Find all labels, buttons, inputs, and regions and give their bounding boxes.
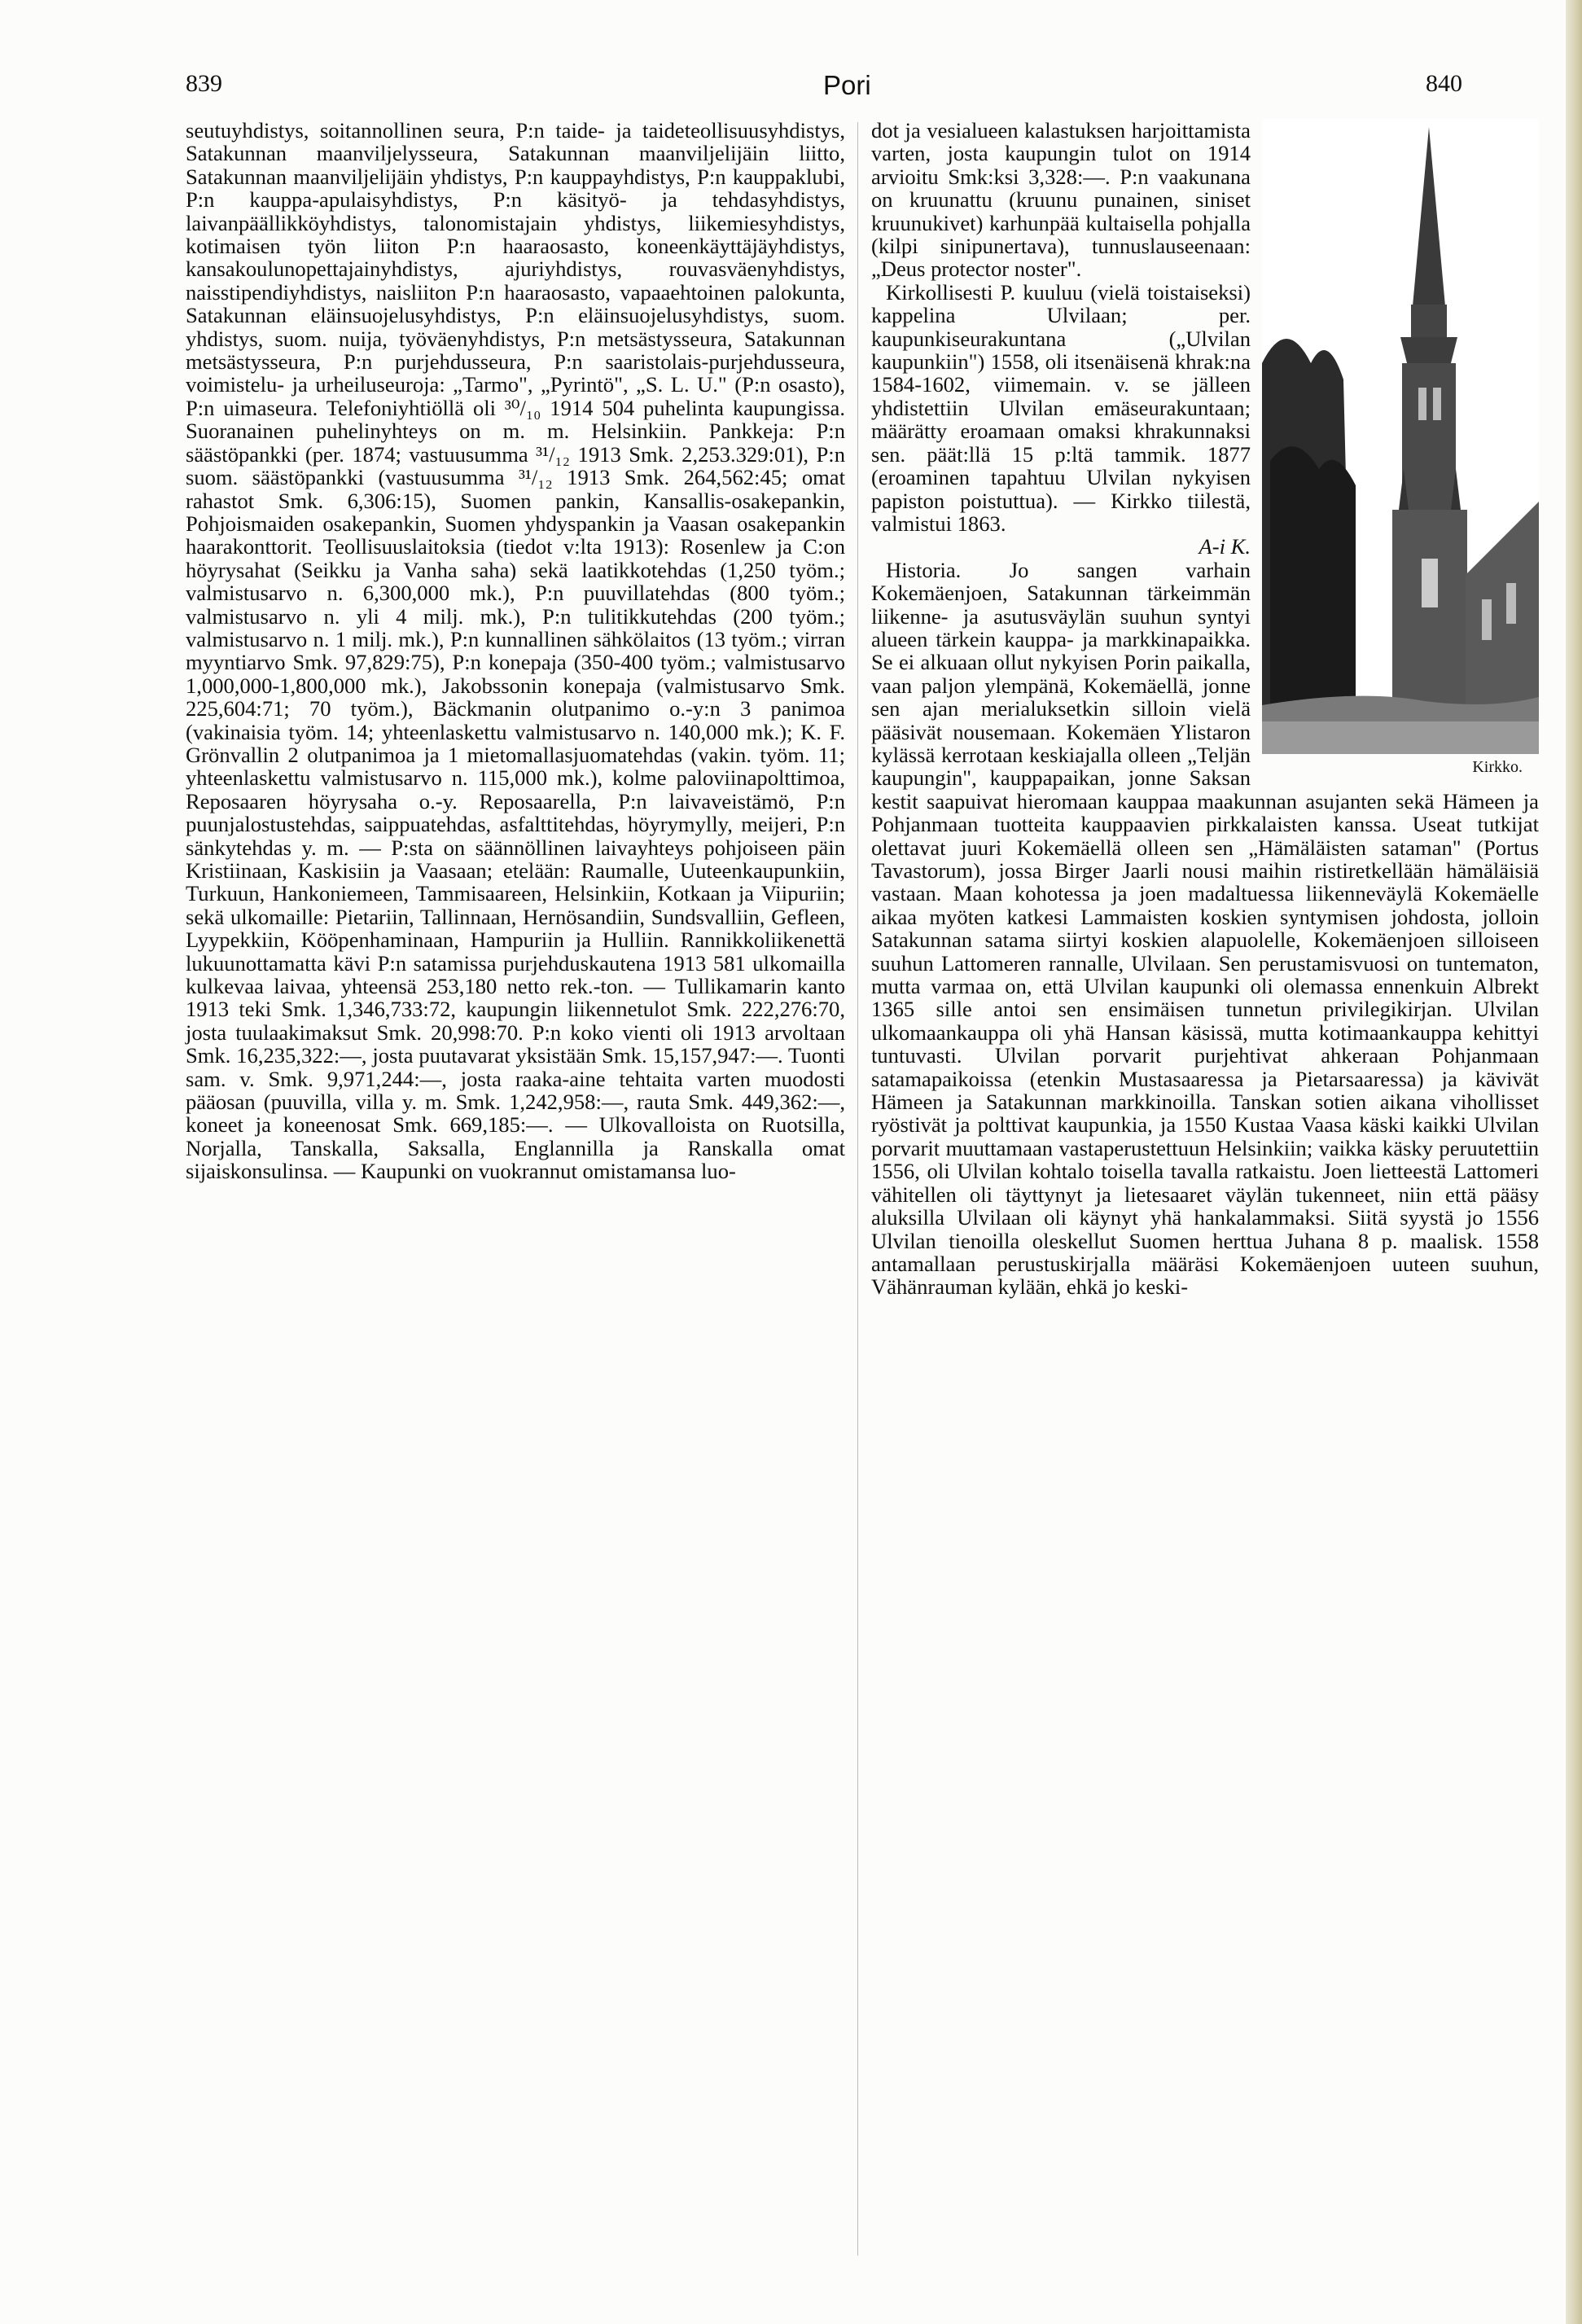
column-divider — [857, 122, 858, 2256]
church-figure — [1262, 119, 1539, 776]
right-page-number: 840 — [1426, 70, 1462, 97]
figure-caption: Kirkko. — [1472, 758, 1523, 776]
church-photo — [1262, 119, 1539, 754]
right-column — [871, 119, 1539, 1299]
church-paragraph: Kirkollisesti P. kuuluu (vielä toistaiseksi) kappelina Ulvilaan; per. kaupunkiseurakuntana („Ulvilan kaupunkiin") 1558, oli itsenäisenä khrak:na 1584-1602, viimemain. v. se jälleen yhdistettiin Ulvilan emäseurakuntaan; määrätty eroamaan omaksi khrakunnaksi sen. päät:llä 15 p:ltä tammik. 1877 (eroaminen tapahtuu Ulvilan nykyisen papiston poistuttua). — Kirkko tiilestä, valmistui 1863. — [871, 279, 1251, 536]
running-title: Pori — [823, 70, 871, 100]
signature: A-i K. — [1199, 534, 1251, 559]
left-column — [186, 119, 845, 1183]
right-intro-text: dot ja vesialueen kalastuksen harjoittamista varten, josta kaupungin tulot on 1914 arvioitu Smk:ksi 3,328:—. P:n vaakunana on kruunattu (kruunu punainen, siniset kruunukivet) karhunpää kultaisella pohjalla (kilpi sinipunertava), tunnuslauseenaan: „Deus protector noster". — [871, 118, 1251, 282]
page-edge — [1566, 0, 1582, 2324]
history-paragraph: Historia. Jo sangen varhain Kokemäenjoen, Satakunnan tärkeimmän liikenne- ja asutusväylän suuhun syntyi alueen tärkein kauppa- ja markkinapaikka. Se ei alkuaan ollut nykyisen Porin paikalla, vaan paljon ylempänä, Kokemäellä, jonne sen ajan merialuksetkin silloin vielä pääsivät nousemaan. Kokemäen Ylistaron kylässä kerrotaan keskiajalla olleen „Teljän kaupungin", kauppapaikan, jonne Saksan kestit saapuivat hieromaan kauppaa maakunnan asujanten sekä Hämeen ja Pohjanmaan tuotteita kauppaavien pirkkalaisten kanssa. Useat tutkijat olettavat juuri Kokemäellä olleen sen „Hämäläisten sataman" (Portus Tavastorum), jossa Birger Jaarli nousi maihin ristiretkellään hämäläisiä vastaan. Maan kohotessa ja joen madaltuessa liikenneväylä Kokemäelle aikaa myöten katkesi Lammaisten koskien syntymisen johdosta, jolloin Satakunnan satama siirtyi koskien alapuolelle, Kokemäenjoen silloiseen suuhun Lattomeren rannalle, Ulvilaan. Sen perustamisvuosi on tuntematon, mutta varmaa on, että Ulvilan kaupunki oli olemassa ennenkuin Albrekt 1365 sille antoi sen ensimäisen tunnetun privilegikirjan. Ulvilan ulkomaankauppa oli yhä Hansan käsissä, mutta kotimaankauppa kehittyi tuntuvasti. Ulvilan porvarit purjehtivat ahkeraan Pohjanmaan satamapaikoissa (etenkin Mustasaaressa ja Pietarsaaressa) ja kävivät Hämeen ja Satakunnan markkinoilla. Tanskan sotien aikana vihollisset ryöstivät ja polttivat kaupunkia, ja 1550 Kustaa Vaasa käski kaikki Ulvilan porvarit muuttamaan vastaperustettuun Helsinkiin; vaikka käsky peruutettiin 1556, oli Ulvilan kohtalo toisella tavalla ratkaistu. Joen lietteestä Lattomeri vähitellen oli täyttynyt ja lietesaaret väylän tukenneet, niin että pääsy aluksilla Ulvilaan oli käynyt yhä hankalammaksi. Siitä syystä jo 1556 Ulvilan tienoilla oleskellut Suomen herttua Juhana 8 p. maalisk. 1558 antamallaan perustuskirjalla määräsi Kokemäenjoen uuteen suuhun, Vähänrauman kylään, ehkä jo keski- — [871, 557, 1539, 1300]
left-column-text: seutuyhdistys, soitannollinen seura, P:n taide- ja taideteollisuusyhdistys, Satakunnan maanviljelysseura, Satakunnan maanviljelijäin liitto, Satakunnan maanviljelijäin yhdistys, P:n kauppayhdistys, P:n kauppaklubi, P:n kauppa-apulaisyhdistys, P:n käsityö- ja tehdasyhdistys, laivanpäällikköyhdistys, talonomistajain yhdistys, liikemiesyhdistys, kotimaisen työn liiton P:n haaraosasto, koneenkäyttäjäyhdistys, kansakoulunopettajainyhdistys, ajuriyhdistys, rouvasväenyhdistys, naisstipendiyhdistys, naisliiton P:n haaraosasto, vapaaehtoinen palokunta, Satakunnan eläinsuojelusyhdistys, P:n eläinsuojelusyhdistys, suom. yhdistys, suom. nuija, työväenyhdistys, P:n metsästysseura, Satakunnan metsästysseura, P:n purjehdusseura, P:n saaristolais-purjehdusseura, voimistelu- ja urheiluseuroja: „Tarmo", „Pyrintö", „S. L. U." (P:n osasto), P:n uimaseura. Telefoniyhtiöllä oli ³⁰/₁₀ 1914 504 puhelinta kaupungissa. Suoranainen puhelinyhteys on m. m. Helsinkiin. Pankkeja: P:n säästöpankki (per. 1874; vastuusumma ³¹/₁₂ 1913 Smk. 2,253.329:01), P:n suom. säästöpankki (vastuusumma ³¹/₁₂ 1913 Smk. 264,562:45; omat rahastot Smk. 6,306:15), Suomen pankin, Kansallis-osakepankin, Pohjoismaiden osakepankin, Suomen yhdyspankin ja Vaasan osakepankin haarakonttorit. Teollisuuslaitoksia (tiedot v:lta 1913): Rosenlew ja C:on höyrysahat (Seikku ja Vanha saha) sekä laatikkotehdas (1,250 työm.; valmistusarvo n. 6,300,000 mk.), P:n puuvillatehdas (800 työm.; valmistusarvo n. yli 4 milj. mk.), P:n tulitikkutehdas (200 työm.; valmistusarvo n. 1 milj. mk.), P:n kunnallinen sähkölaitos (13 työm.; virran myyntiarvo Smk. 97,829:75), P:n konepaja (350-400 työm.; valmistusarvo 1,000,000-1,800,000 mk.), Jakobssonin konepaja (valmistusarvo Smk. 225,604:71; 70 työm.), Bäckmanin olutpanimo o.-y:n 3 panimoa (vakinaisia työm. 14; yhteenlaskettu valmistusarvo n. 140,000 mk.); K. F. Grönvallin 2 olutpanimoa ja 1 mietomallasjuomatehdas (vakin. työm. 11; yhteenlaskettu valmistusarvo n. 115,000 mk.), kolme paloviinapolttimoa, Reposaaren höyrysaha o.-y. Reposaarella, P:n laivaveistämö, P:n puunjalostustehdas, saippuatehdas, asfalttitehdas, höyrymylly, meijeri, P:n sänkytehdas y. m. — P:sta on säännöllinen laivayhteys pohjoiseen päin Kristiinaan, Kaskisiin ja Vaasaan; etelään: Raumalle, Uuteenkaupunkiin, Turkuun, Hankoniemeen, Tammisaareen, Helsinkiin, Kotkaan ja Viipuriin; sekä ulkomaille: Pietariin, Tallinnaan, Hernösandiin, Sundsvalliin, Gefleen, Lyypekkiin, Kööpenhaminaan, Hampuriin ja Hulliin. Rannikkoliikenettä lukuunottamatta kävi P:n satamissa purjehduskautena 1913 581 ulkomailla kulkevaa laivaa, yhteensä 253,180 netto rek.-ton. — Tullikamarin kanto 1913 teki Smk. 1,346,733:72, kaupungin liikennetulot Smk. 222,276:70, josta tuulaakimaksut Smk. 20,998:70. P:n koko vienti oli 1913 arvoltaan Smk. 16,235,322:—, josta puutavarat yksistään Smk. 15,157,947:—. Tuonti sam. v. Smk. 9,971,244:—, josta raaka-aine tehtaita varten muodosti pääosan (puuvilla, villa y. m. Smk. 1,242,958:—, rauta Smk. 449,362:—, koneet ja koneenosat Smk. 669,185:—. — Ulkovalloista on Ruotsilla, Norjalla, Tanskalla, Saksalla, Englannilla ja Ranskalla omat sijaiskonsulinsa. — Kaupunki on vuokrannut omistamansa luo- — [186, 118, 845, 1184]
left-page-number: 839 — [186, 70, 222, 97]
